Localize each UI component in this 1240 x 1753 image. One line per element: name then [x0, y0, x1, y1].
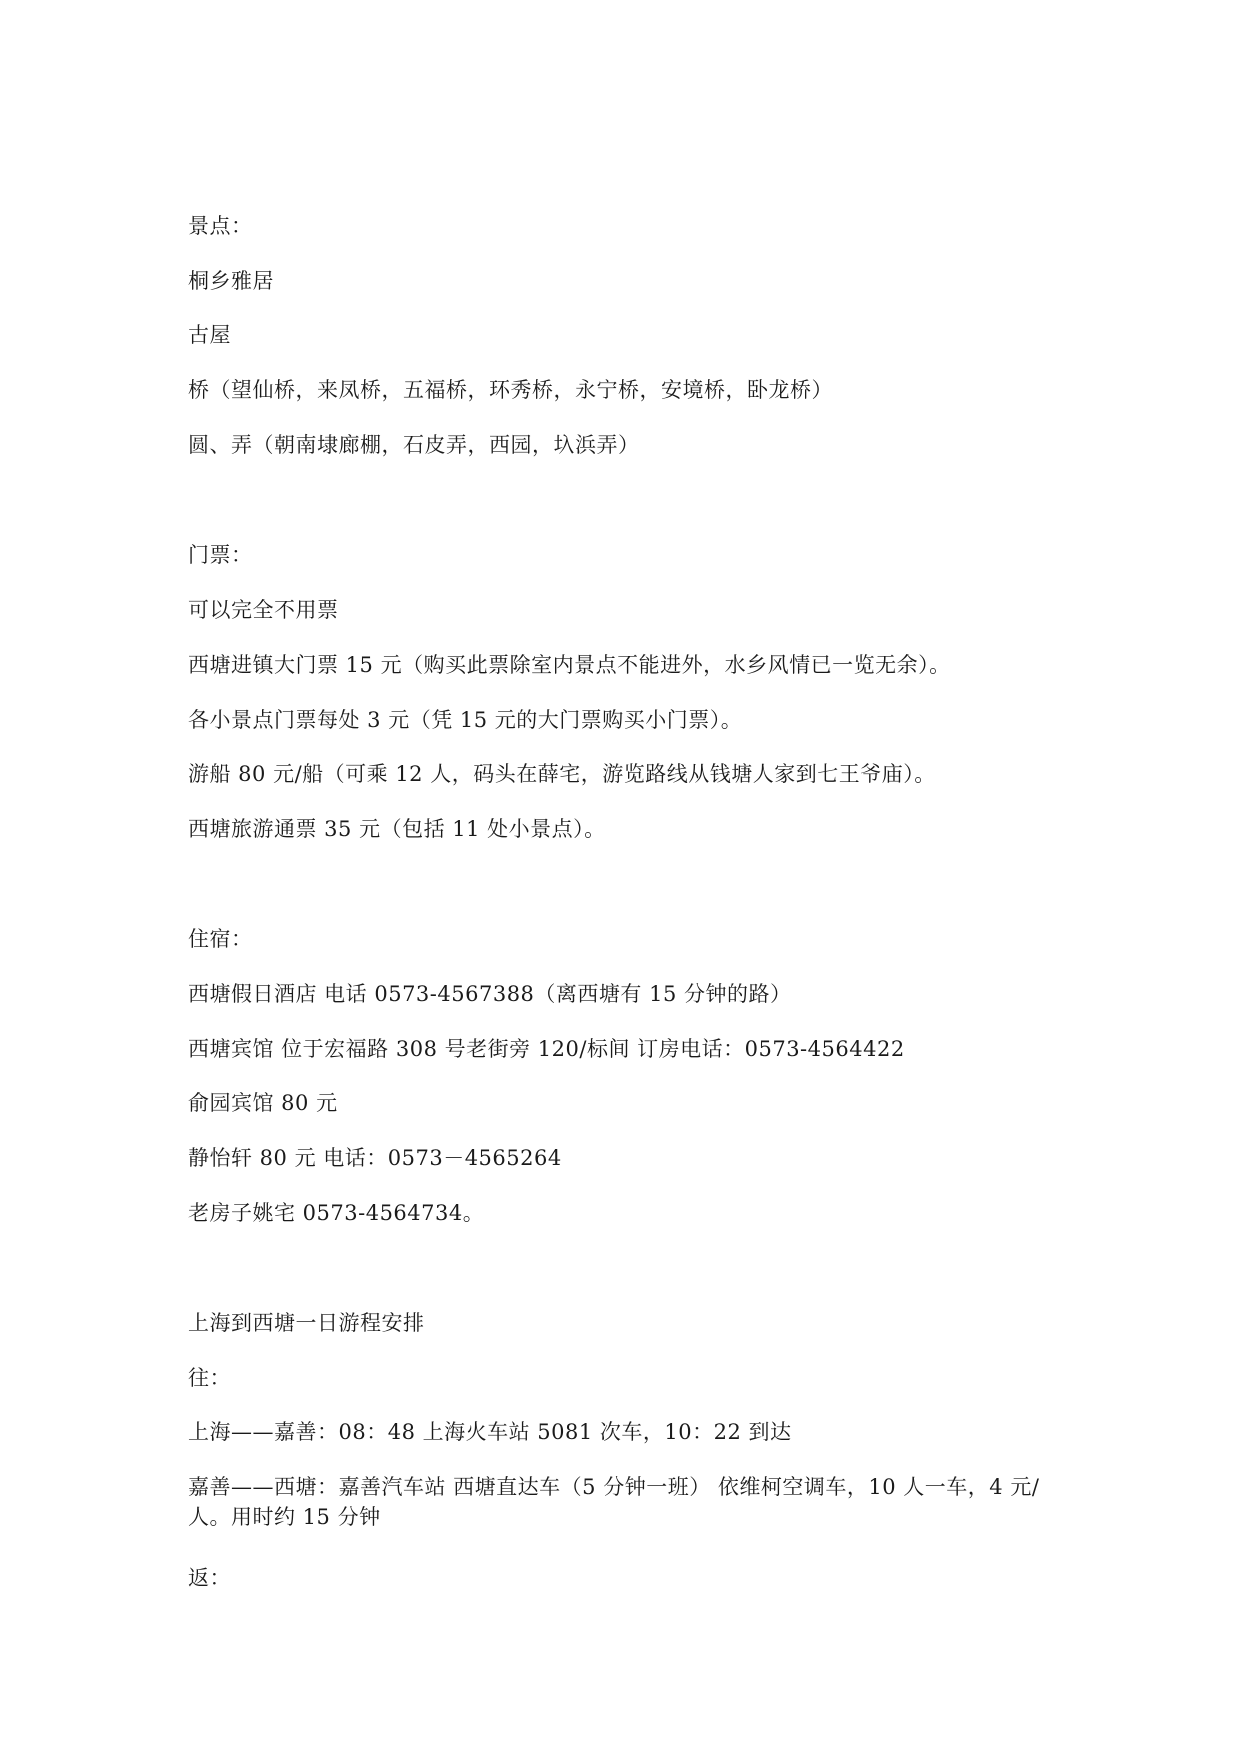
- lodging-item: 静怡轩 80 元 电话：0573－4565264: [188, 1146, 562, 1170]
- ticket-item: 西塘进镇大门票 15 元（购买此票除室内景点不能进外，水乡风情已一览无余）。: [188, 653, 951, 677]
- attraction-item: 桥（望仙桥，来凤桥，五福桥，环秀桥，永宁桥，安境桥，卧龙桥）: [188, 378, 833, 402]
- return-label: 返：: [188, 1566, 231, 1590]
- lodging-heading: 住宿：: [188, 927, 253, 951]
- lodging-item: 俞园宾馆 80 元: [188, 1091, 338, 1115]
- attraction-item: 古屋: [188, 323, 231, 347]
- ticket-item: 西塘旅游通票 35 元（包括 11 处小景点）。: [188, 817, 606, 841]
- outbound-item: 上海——嘉善：08：48 上海火车站 5081 次车，10：22 到达: [188, 1420, 792, 1444]
- tickets-heading: 门票：: [188, 543, 253, 567]
- ticket-item: 游船 80 元/船（可乘 12 人，码头在薛宅，游览路线从钱塘人家到七王爷庙）。: [188, 762, 936, 786]
- lodging-item: 西塘假日酒店 电话 0573-4567388（离西塘有 15 分钟的路）: [188, 982, 792, 1006]
- ticket-item: 可以完全不用票: [188, 598, 339, 622]
- ticket-item: 各小景点门票每处 3 元（凭 15 元的大门票购买小门票）。: [188, 708, 743, 732]
- lodging-item: 西塘宾馆 位于宏福路 308 号老街旁 120/标间 订房电话：0573-4564422: [188, 1037, 905, 1061]
- outbound-item: 嘉善——西塘：嘉善汽车站 西塘直达车（5 分钟一班） 依维柯空调车，10 人一车，4 元/人。用时约 15 分钟: [188, 1475, 1040, 1529]
- outbound-label: 往：: [188, 1366, 231, 1390]
- lodging-item: 老房子姚宅 0573-4564734。: [188, 1201, 485, 1225]
- attraction-item: 圆、弄（朝南埭廊棚，石皮弄，西园，圦浜弄）: [188, 433, 640, 457]
- itinerary-heading: 上海到西塘一日游程安排: [188, 1311, 425, 1335]
- attractions-heading: 景点：: [188, 214, 253, 238]
- attraction-item: 桐乡雅居: [188, 269, 274, 293]
